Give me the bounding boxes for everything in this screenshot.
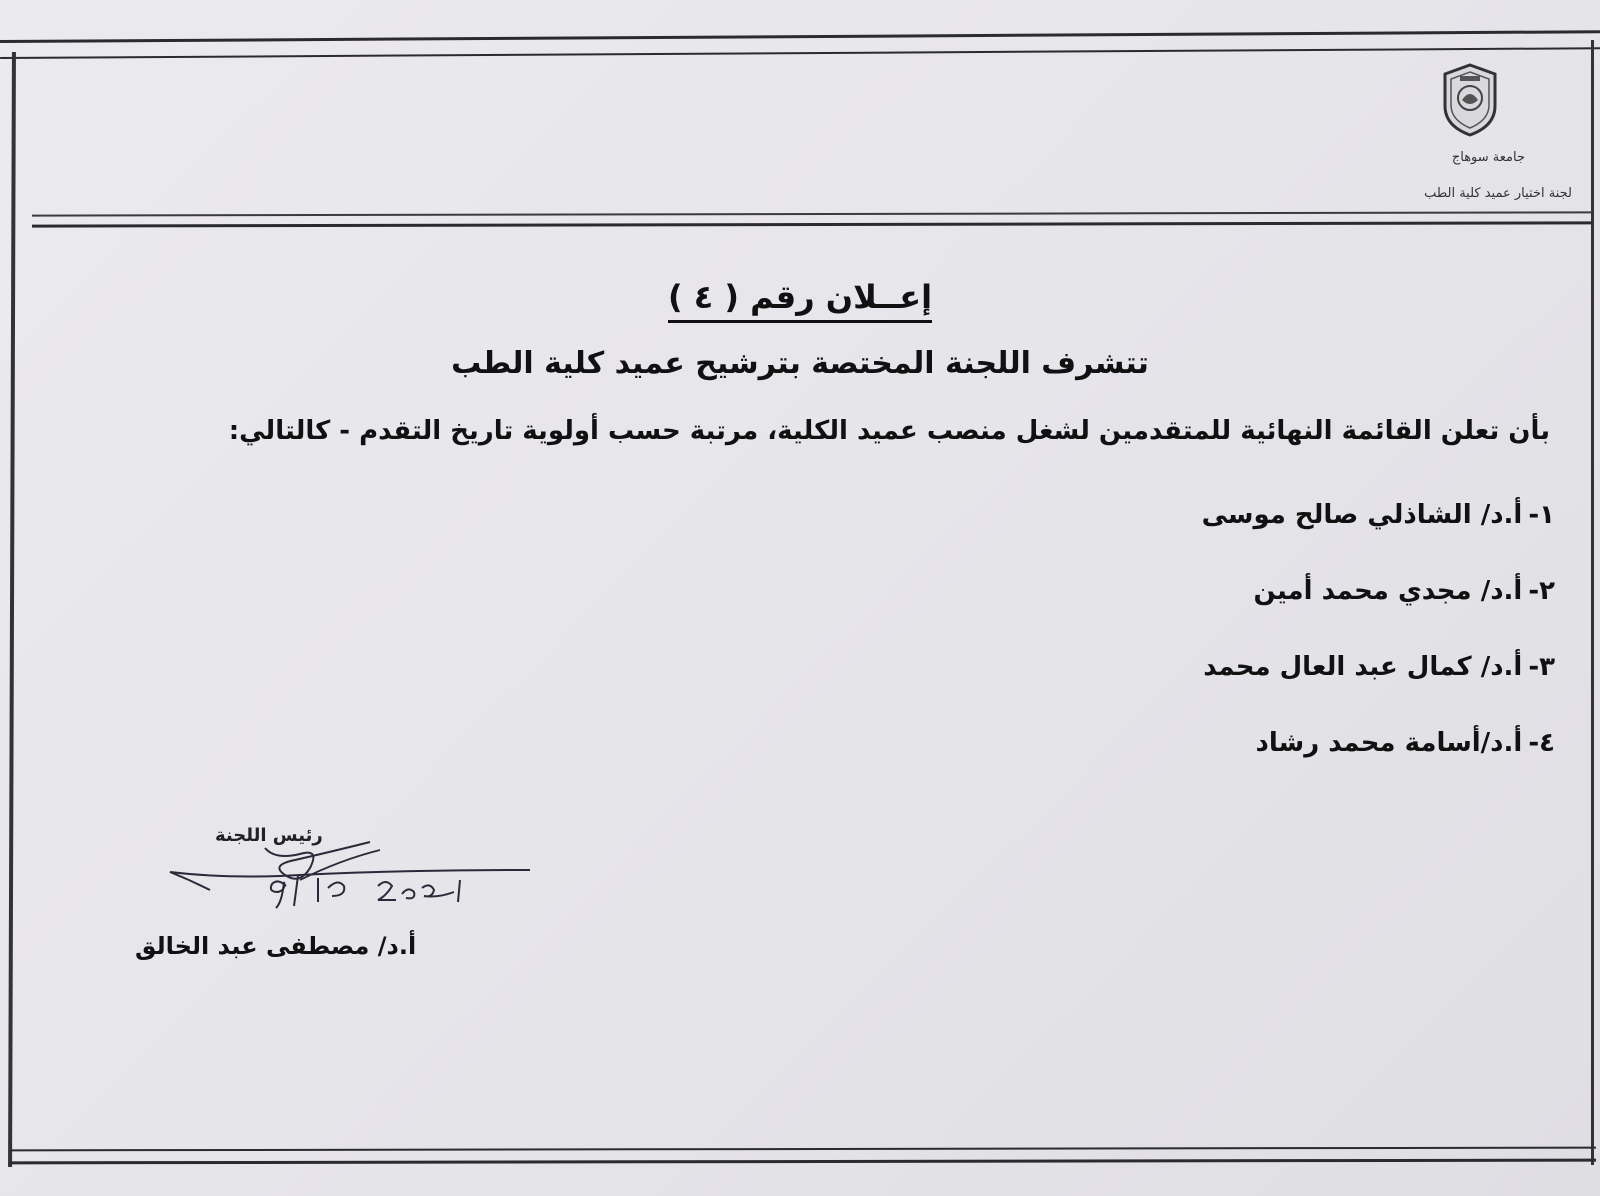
list-item <box>855 652 1555 728</box>
item-number: ١- <box>1528 500 1555 530</box>
item-number: ٤- <box>1528 728 1555 758</box>
university-name: جامعة سوهاج <box>1451 150 1525 165</box>
announcement-intro: بأن تعلن القائمة النهائية للمتقدمين لشغل منصب عميد الكلية، مرتبة حسب أولوية تاريخ التقدم - كالتالي: <box>228 416 1550 446</box>
candidate-name: أ.د/ الشاذلي صالح موسى <box>1201 500 1523 530</box>
item-number: ٣- <box>1528 652 1555 682</box>
frame-bottom-border <box>10 1147 1596 1165</box>
university-logo-icon <box>1440 62 1500 138</box>
header-divider <box>32 211 1592 227</box>
list-item <box>855 500 1555 576</box>
item-number: ٢- <box>1528 576 1555 606</box>
candidate-name: أ.د/ مجدي محمد أمين <box>1253 576 1523 606</box>
committee-name: لجنة اختيار عميد كلية الطب <box>1424 186 1572 201</box>
list-item <box>855 728 1555 804</box>
frame-top-border <box>0 30 1600 59</box>
signatory-role: رئيس اللجنة <box>215 825 323 846</box>
frame-left-border <box>8 52 16 1167</box>
candidate-name: أ.د/ كمال عبد العال محمد <box>1203 652 1523 682</box>
announcement-subtitle: تتشرف اللجنة المختصة بترشيح عميد كلية الطب <box>451 346 1149 381</box>
frame-right-border <box>1591 40 1594 1165</box>
candidates-list <box>855 500 1555 804</box>
signatory-name: أ.د/ مصطفى عبد الخالق <box>135 932 417 960</box>
list-item <box>855 576 1555 652</box>
handwritten-date-icon <box>268 872 468 912</box>
announcement-title <box>600 278 1000 316</box>
candidate-name: أ.د/أسامة محمد رشاد <box>1255 728 1523 758</box>
announcement-title-text: إعــلان رقم ( ٤ ) <box>668 278 932 323</box>
